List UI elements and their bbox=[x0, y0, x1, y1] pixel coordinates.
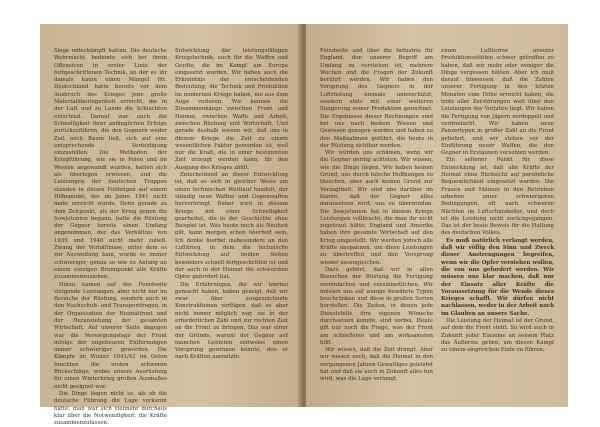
paragraph: Wir wissen, daß die Zeit drängt. Aber wir wissen auch, daß die Heimat in den vergangenen Jahren Gewaltiges geleistet hat und daß sie auch in Zukunft alles tun wird, was die Lage verlangt. bbox=[320, 347, 433, 383]
paragraph: einen Luftterror unserer Produktionsstätten schwer getroffen zu haben, daß wir mehr oder weniger die Dinge vergessen hätten. Aber ich muß darauf hinweisen, daß die Zahlen unserer Fertigung in den letzten Monaten eine Höhe erreicht haben, die trotz aller Zerstörungen weit über den Leistungen der Vorjahre liegt. Wir haben die Fertigung von Jägern verdoppelt und verdreifacht. Wir haben neue Panzertypen in großer Zahl an die Front geliefert, und wir stehen vor der Einführung neuer Waffen, die den Gegner in Erstaunen versetzen werden. bbox=[441, 48, 554, 157]
right-page bbox=[306, 24, 568, 407]
right-page-column-1 bbox=[320, 48, 433, 397]
paragraph: Ein seltener Punkt für diese Entwicklung ist, daß alle Kräfte der Heimat ohne Rücksicht auf persönliche Bequemlichkeit eingesetzt werden. Die Frauen und Männer in den Betrieben arbeiten unter schwierigsten Bedingungen, oft nach schweren Nächten im Luftschutzkeller, und doch ist die Leistung nicht zurückgegangen. Das ist der beste Beweis für die Haltung des deutschen Volkes. bbox=[441, 157, 554, 237]
paragraph: Entwicklung der leistungsfähigen Kriegstechnik, auch für die Waffen und Geräte, die im Kampf um Europa eingesetzt wurden. Wir haben auch die Erkenntnis der entscheidenden Bedeutung, die Technik und Produktion im modernen Kriege haben, nie aus dem Auge verloren. Wir kennen die Zusammenhänge zwischen Front und Heimat, zwischen Waffe und Arbeit, zwischen Rüstung und Wirtschaft. Und gerade deshalb wissen wir, daß uns in diesem Kriege die Zeit zu einem wesentlichen Faktor geworden ist, weil nur die Kraft, die in einer bestimmten Zeit erzeugt werden kann, für den Ausgang des Krieges zählt. bbox=[175, 48, 288, 171]
paragraph-bold: Es muß natürlich verlangt werden, daß wir völlig den Sinn und Zweck dieser Anstrengungen begreifen, wenn wir die Opfer verstehen wollen, die von uns gefordert werden. Wir müssen uns klar machen, daß nur der Einsatz aller Kräfte die Voraussetzung für die Wende dieses Krieges schafft. Wir dürfen nicht nachlassen, weder in der Arbeit noch im Glauben an unsere Sache. bbox=[441, 237, 554, 317]
right-page-column-2 bbox=[441, 48, 554, 397]
paragraph: Entscheidend an dieser Entwicklung ist, daß es sich in gleicher Weise um einen technischen Wettlauf handelt, der ständig neue Waffen und Gegenwaffen hervorbringt. Daher wird in diesem Kriege mit einer Schnelligkeit gearbeitet, die in der Geschichte ohne Beispiel ist. Was heute noch als Neuheit gilt, kann morgen schon überholt sein. Ich denke hierbei insbesondere an den Luftkrieg, in dem die technische Entwicklung auf beiden Seiten besonders schnell fortgeschritten ist und der auch in der Heimat die schwersten Opfer gefordert hat. bbox=[175, 172, 288, 281]
paragraph: Die Dinge liegen nicht so, als ob die deutsche Führung die Lage verkannt hätte; man war sich vielmehr durchaus klar über die Notwendigkeit, die Kräfte zusammenzufassen. bbox=[54, 390, 167, 427]
paragraph: Die Erfahrungen, die wir hierbei gemacht haben, haben gezeigt, daß wir zwar über ausgezeichnete Konstruktionen verfügen, daß es aber nicht immer möglich war, sie in der erforderlichen Zahl und zur rechten Zeit an die Front zu bringen. Das war einer der Gründe, warum der Gegner auf manchen Gebieten zeitweise einen Vorsprung gewinnen konnte, den er nach Kräften ausnutzte. bbox=[175, 281, 288, 361]
right-page-columns bbox=[320, 48, 554, 397]
paragraph: Wir würden uns schämen, wenn wir die Gegner gering achteten. Wir wissen, wie die Dinge liegen. Wir haben keinen Grund, uns durch falsche Hoffnungen zu täuschen, aber auch keinen Grund zur Verzagtheit. Wir sind uns darüber im klaren, daß der Gegner alles daransetzen wird, uns zu überwinden. Die Sowjetunion hat in diesem Kriege Leistungen vollbracht, die man ihr nicht zugetraut hätte; England und Amerika haben ihre gesamte Wirtschaft auf den Krieg umgestellt. Wir werden jedoch alle Kräfte anspannen, um diese Leistungen zu übertreffen und den Vorsprung wieder auszugleichen. bbox=[320, 150, 433, 266]
left-page-columns bbox=[54, 48, 288, 427]
left-page-column-1 bbox=[54, 48, 167, 427]
left-page bbox=[40, 24, 302, 427]
paragraph: Dazu gehört, daß wir in allen Bereichen der Rüstung die Fertigung vereinfachen und vereinheitlichen. Wir müssen uns auf wenige bewährte Typen beschränken und diese in großen Serien herstellen. Die Zeiten, in denen jede Dienststelle ihre eigenen Wünsche durchsetzen konnte, sind vorbei. Heute gilt nur noch die Frage, was der Front am schnellsten und am wirksamsten hilft. bbox=[320, 266, 433, 346]
left-page-column-2 bbox=[175, 48, 288, 397]
paragraph: Feindseite und über die Industrie für England, den unserer Begriff am Umfang zu verstehen ist, mehrere Wochen und die Fragen der Zukunft berührt werden. Wir haben den Vorsprung des Gegners in der Luftrüstung niemals unterschätzt, sondern stets mit einer weiteren Steigerung seiner Produktion gerechnet. Die Ergebnisse dieser Rechnungen sind bei uns nach bestem Wissen und Gewissen gezogen worden und haben zu den Maßnahmen geführt, die heute in der Rüstung sichtbar werden. bbox=[320, 48, 433, 149]
paragraph: Siege miterkämpft hatten. Die deutsche Wehrmacht bediente sich bei ihren Offensiven in erster Linie der fortgeschrittenen Technik, an der es ihr damals kaum einen Mangel litt. Deutschland hatte bereits vor dem Ausbruch des Krieges jene große Materialüberlegenheit erreicht, die in der Luft und zu Lande die Schlachten entschied. Darauf war auch die Schnelligkeit ihrer anfänglichen Erfolge zurückzuführen, die den Gegnern weder Zeit noch Raum ließ, sich auf eine entsprechende Verteidigung einzustellen. Die Methoden der Kriegführung, wie sie in Polen und im Westen angewandt wurden, hatten sich als überlegen erwiesen, und die Leistungen der deutschen Truppen standen in diesen Feldzügen auf einem Höhepunkt, der im Jahre 1941 nicht mehr erreicht wurde. Denn gerade zu dem Zeitpunkt, als der Krieg gegen die Sowjetunion begann, hatte die Rüstung der Gegner bereits einen Umfang angenommen, der das Verhältnis von 1939 und 1940 nicht mehr zuließ. Zwang der Verhältnisse, unter dem es zur Ausweitung kam, wurde es immer schwieriger, genau so wie zu Anfang an einem einzigen Brennpunkt alle Kräfte zusammenzuziehen. bbox=[54, 48, 167, 281]
open-booklet bbox=[40, 24, 568, 427]
paragraph: Hinzu kamen auf der Feindseite steigende Leistungen, aber nicht nur im Bereiche der Rüstung, sondern auch in den Nachschub- und Transportfragen, in der Organisation der Heimatfront und der Heranziehung der gesamten Wirtschaft. Auf unserer Seite dagegen war die Versorgungslage der Front infolge der ungeheuren Entfernungen immer schwieriger geworden. Die Kämpfe im Winter 1941/42 im Osten brachten die ersten schweren Rückschläge, wobei unsere Ausrüstung für einen Winterkrieg großen Ausmaßes nicht geeignet war. bbox=[54, 281, 167, 390]
paragraph: Die Leistung der Heimat ist der Grund, auf dem die Front steht. So wird auch in Zukunft jeder Einzelne an seinem Platz das Äußerste geben, um diesen Kampf zu einem siegreichen Ende zu führen. bbox=[441, 317, 554, 354]
